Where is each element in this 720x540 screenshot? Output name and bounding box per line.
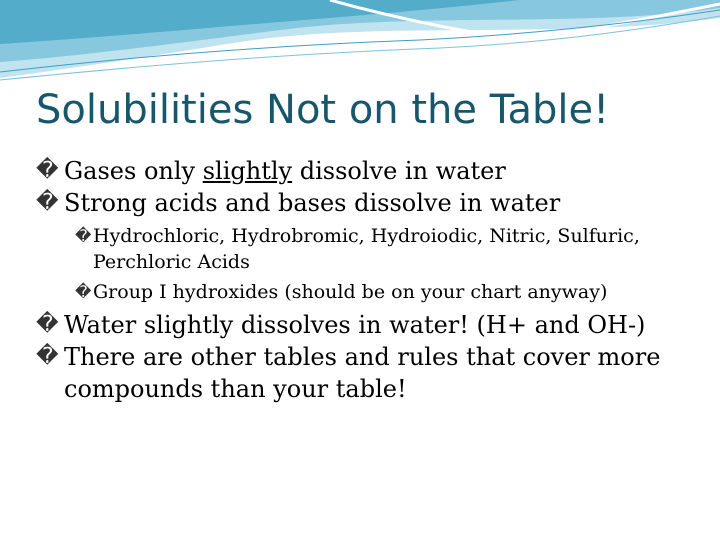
slide-body [36, 155, 696, 405]
slide-title: Solubilities Not on the Table! [36, 87, 610, 133]
bullet-icon: � [75, 282, 92, 301]
bullet-gases: � Gases only slightly dissolve in water [36, 157, 506, 185]
underlined-word: slightly [202, 157, 293, 185]
bullet-water: � Water slightly dissolves in water! (H+ and OH-) [36, 311, 646, 339]
bullet-strong-acids: � Strong acids and bases dissolve in water [36, 189, 561, 217]
bullet-icon: � [36, 190, 59, 215]
bullet-icon: � [36, 344, 59, 369]
header-wave-decoration [0, 0, 720, 90]
sub-bullet-hydroxides: � Group I hydroxides (should be on your chart anyway) [75, 281, 608, 303]
bullet-icon: � [36, 158, 59, 183]
bullet-icon: � [36, 312, 59, 337]
bullet-other-tables: � There are other tables and rules that cover more compounds than your table! [36, 343, 661, 403]
bullet-icon: � [75, 226, 92, 245]
sub-bullet-acids: � Hydrochloric, Hydrobromic, Hydroiodic, Nitric, Sulfuric, Perchloric Acids [75, 225, 640, 273]
